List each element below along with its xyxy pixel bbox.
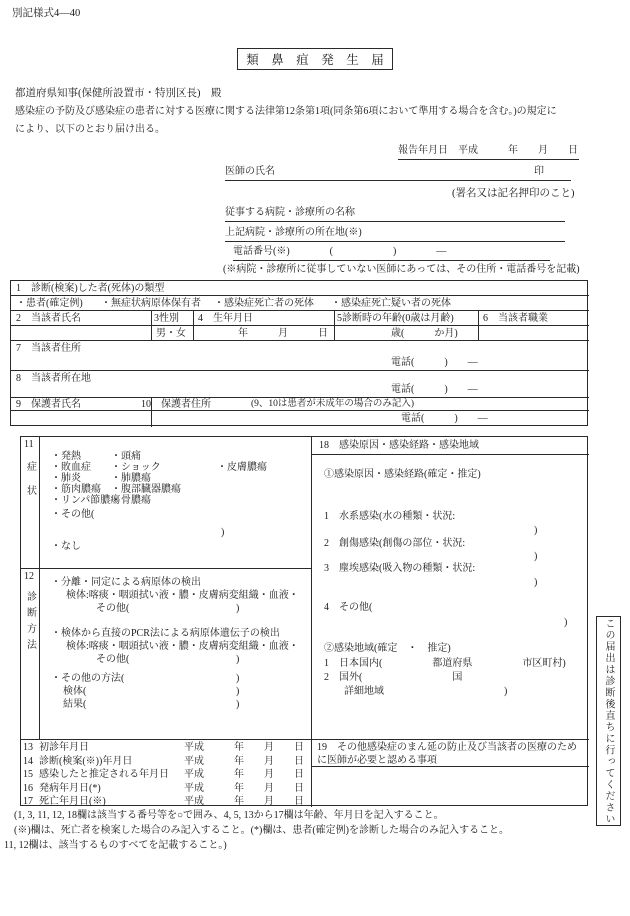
diagnosis-method2: ・検体から直接のPCR法による病原体遺伝子の検出 [51,628,280,639]
symptom-none: ・なし [51,541,81,552]
type-option-patient: ・患者(確定例) [16,298,83,309]
paren-close: ) [236,654,240,665]
report-date-line: 報告年月日 平成 年 月 日 [398,144,579,160]
hospital-name-line: 従事する病院・診療所の名称 [225,206,565,222]
infection-area-detail: 詳細地域 [344,686,384,697]
date-row-no: 14 [23,756,33,767]
seal-note: (署名又は記名押印のこと) [452,188,575,199]
address-phone-blank: 電話( ) ― [391,357,478,368]
side-note-box [596,616,621,826]
divider [39,437,40,739]
form-code: 別記様式4―40 [12,8,81,19]
date-row-blank: 平成 年 月 日 [184,769,304,780]
divider [11,325,589,326]
divider [11,310,589,311]
divider [11,295,589,296]
item19-line2: に医師が必要と認める事項 [317,755,437,766]
date-row-no: 16 [23,783,33,794]
footnote-3: 11, 12欄は、該当するものすべてを記載すること。) [4,840,227,851]
date-row-blank: 平成 年 月 日 [184,796,304,807]
type-option-corpse: ・感染症死亡者の死体 [214,298,314,309]
guardian-phone-blank: 電話( ) ― [401,413,488,424]
paren-close: ) [504,686,508,697]
col-name: 2 当該者氏名 [16,313,81,324]
paren-close: ) [534,551,538,562]
infection-route4: 4 その他( [324,602,373,613]
col-sex: 3性別 [154,313,179,324]
date-row-no: 15 [23,769,33,780]
divider [151,310,152,340]
location-phone-blank: 電話( ) ― [391,384,478,395]
divider [311,437,312,807]
col-age: 5診断時の年齢(0歳は月齢) [337,313,454,324]
diagnosis-specimen2: 検体:喀痰・咽頭拭い液・膿・皮膚病変組織・血液・ [66,641,299,652]
infection-route3: 3 塵埃感染(吸入物の種類・状況: [324,563,476,574]
divider [11,370,589,371]
date-row-blank: 平成 年 月 日 [184,756,304,767]
symptom-other-close: ) [221,527,225,538]
birth-blank: 年 月 日 [238,328,328,339]
address-label: 7 当該者住所 [16,343,81,354]
footnote-2: (※)欄は、死亡者を検案した場合のみ記入すること。(*)欄は、患者(確定例)を診断した場合のみ記入すること。 [14,825,509,836]
legal-line1: 感染症の予防及び感染症の患者に対する医療に関する法律第12条第1項(同条第6項において準用する場合を含む。)の規定に [15,106,557,117]
symptom-sepsis: ・敗血症 [51,462,91,473]
symptom-muscle-abscess: ・筋肉膿瘍 [51,484,101,495]
item19-line1: 19 その他感染症のまん延の防止及び当該者の医療のため [317,742,577,753]
divider [11,410,589,411]
divider [151,397,152,427]
date-row-label: 初診年月日 [39,742,89,753]
symptom-fever: ・発熱 [51,451,81,462]
col-birth: 4 生年月日 [198,313,253,324]
infection-header: 18 感染原因・感染経路・感染地域 [319,440,479,451]
paren-close: ) [564,617,568,628]
symptom-bone-abscess: ・骨膿瘍 [111,495,151,506]
paren-close: ) [236,686,240,697]
symptom-pneumonia: ・肺炎 [51,473,81,484]
date-row-blank: 平成 年 月 日 [184,783,304,794]
divider [21,568,311,569]
divider [21,739,589,740]
divider [311,454,589,455]
symptom-skin-abscess: ・皮膚膿瘍 [217,462,267,473]
infection-area-abroad: 2 国外( 国 [324,672,463,683]
hospital-address-line: 上記病院・診療所の所在地(※) [225,226,565,242]
symptom-lymph-abscess: ・リンパ節膿瘍 [51,495,121,506]
date-row-label: 感染したと推定される年月日 [39,769,169,780]
seal-label: 印 [534,166,544,177]
type-option-carrier: ・無症状病原体保有者 [101,298,201,309]
type-option-suspected-corpse: ・感染症死亡疑い者の死体 [331,298,451,309]
diagnosis-other2: その他( [96,654,130,665]
divider [11,397,589,398]
symptom-lung-abscess: ・肺膿瘍 [111,473,151,484]
diagnosis-other1: その他( [96,603,130,614]
infection-area-title: ②感染地域(確定 ・ 推定) [324,643,451,654]
symptoms-no: 11 [24,439,34,450]
patient-table [10,280,588,426]
diagnosis-result3: 結果( [63,699,87,710]
date-row-label: 診断(検案(※))年月日 [39,756,133,767]
divider [334,310,335,340]
symptoms-label: 症状 [24,461,36,509]
date-row-label: 発病年月日(*) [39,783,101,794]
diagnosis-specimen1: 検体:喀痰・咽頭拭い液・膿・皮膚病変組織・血液・ [66,590,299,601]
phone-number-line: 電話番号(※) ( ) ― [233,245,550,261]
date-row-blank: 平成 年 月 日 [184,742,304,753]
infection-area-domestic: 1 日本国内( 都道府県 市区町村) [324,658,566,669]
symptom-abdominal-abscess: ・腹部臓器膿瘍 [111,484,181,495]
divider [193,310,194,340]
location-label: 8 当該者所在地 [16,373,91,384]
age-blank: 歳( か月) [391,328,458,339]
guardian-note: (9、10は患者が未成年の場合のみ記入) [251,399,415,409]
symptom-shock: ・ショック [111,462,161,473]
paren-close: ) [534,577,538,588]
diagnosis-specimen3: 検体( [63,686,87,697]
symptom-other: ・その他( [51,509,95,520]
doctor-name-line: 医師の氏名 [225,165,571,181]
side-note: この届出は診断後直ちに行ってください [603,617,614,825]
infection-route1: 1 水系感染(水の種類・状況: [324,511,456,522]
symptom-headache: ・頭痛 [111,451,141,462]
type-label: 1 診断(検案)した者(死体)の類型 [16,283,165,294]
diagnosis-label: 診断方法 [24,591,36,655]
guardian-name-label: 9 保護者氏名 [16,399,81,410]
guardian-address-label: 10 保護者住所 [141,399,211,410]
paren-close: ) [236,603,240,614]
title-box [237,48,393,70]
legal-line2: により、以下のとおり届け出る。 [15,124,165,135]
date-row-label: 死亡年月日(※) [39,796,106,807]
diagnosis-method1: ・分離・同定による病原体の検出 [51,577,201,588]
date-row-no: 17 [23,796,33,807]
header-note: (※病院・診療所に従事していない医師にあっては、その住所・電話番号を記載) [223,264,580,275]
sex-options: 男・女 [156,328,186,339]
paren-close: ) [534,525,538,536]
paren-close: ) [236,699,240,710]
page-title: 類 鼻 疽 発 生 届 [246,53,384,67]
infection-route-title: ①感染原因・感染経路(確定・推定) [324,469,481,480]
footnote-1: (1, 3, 11, 12, 18欄は該当する番号等を○で囲み、4, 5, 13から17欄は年齢、年月日を記入すること。 [14,810,444,821]
diagnosis-method3: ・その他の方法( [51,673,125,684]
diagnosis-no: 12 [24,571,34,582]
paren-close: ) [236,673,240,684]
date-row-no: 13 [23,742,33,753]
clinical-table [20,436,588,806]
addressee: 都道府県知事(保健所設置市・特別区長) 殿 [15,88,222,99]
col-job: 6 当該者職業 [483,313,548,324]
infection-route2: 2 創傷感染(創傷の部位・状況: [324,538,466,549]
divider [478,310,479,340]
divider [11,340,589,341]
